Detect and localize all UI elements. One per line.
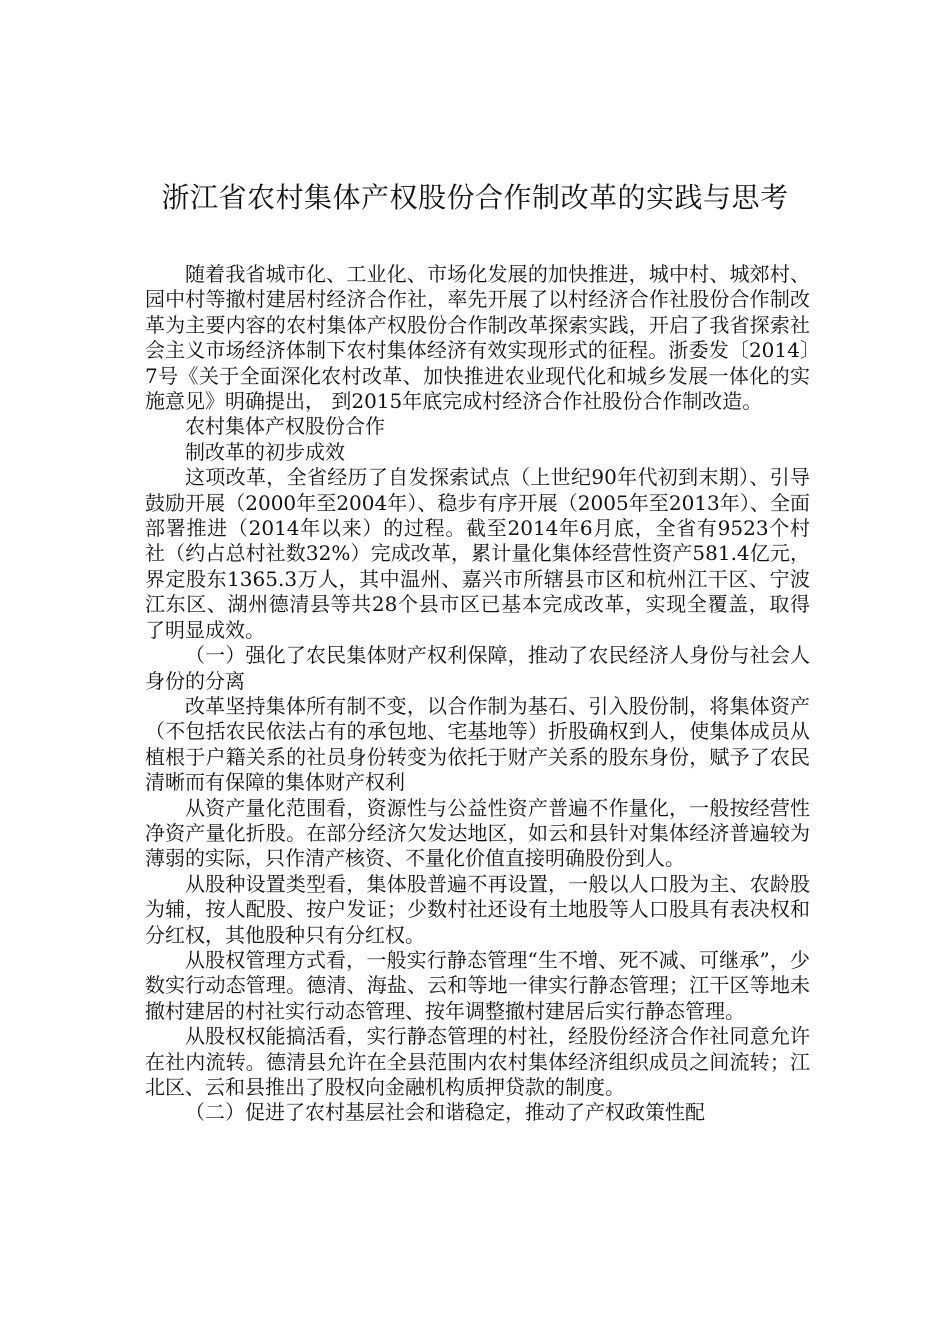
paragraph-share-rights: 从股权权能搞活看，实行静态管理的村社，经股份经济合作社同意允许在社内流转。德清县允许在全县范围内农村集体经济组织成员之间流转；江北区、云和县推出了股权向金融机构质押贷款的制度。 — [145, 1024, 810, 1099]
section-heading-line-1: 农村集体产权股份合作 — [185, 414, 385, 439]
paragraph-asset-scope: 从资产量化范围看，资源性与公益性资产普遍不作量化，一般按经营性净资产量化折股。在部分经济欠发达地区，如云和县针对集体经济普遍较为薄弱的实际，只作清产核资、不量化价值直接明确股份到人。 — [145, 795, 810, 871]
paragraph-collective-ownership: 改革坚持集体所有制不变，以合作制为基石、引入股份制，将集体资产（不包括农民依法占有的承包地、宅基地等）折股确权到人，使集体成员从植根于户籍关系的社员身份转变为依托于财产关系的股东身份，赋予了农民清晰而有保障的集体财产权利 — [145, 693, 810, 795]
subsection-heading-2: （二）促进了农村基层社会和谐稳定，推动了产权政策性配 — [185, 1100, 705, 1125]
paragraph-share-management: 从股权管理方式看，一般实行静态管理“生不增、死不减、可继承”，少数实行动态管理。德清、海盐、云和等地一律实行静态管理；江干区等地未撤村建居的村社实行动态管理、按年调整撤村建居后实行静态管理。 — [145, 947, 810, 1023]
section-heading-line-2: 制改革的初步成效 — [185, 439, 345, 464]
paragraph-intro: 随着我省城市化、工业化、市场化发展的加快推进，城中村、城郊村、园中村等撤村建居村经济合作社，率先开展了以村经济合作社股份合作制改革为主要内容的农村集体产权股份合作制改革探索实践，开启了我省探索社会主义市场经济体制下农村集体经济有效实现形式的征程。浙委发〔2014〕7号《关于全面深化农村改革、加快推进农业现代化和城乡发展一体化的实施意见》明确提出， 到2015年底完成村经济合作社股份合作制改造。 — [145, 262, 810, 414]
paragraph-reform-progress: 这项改革，全省经历了自发探索试点（上世纪90年代初到末期）、引导鼓励开展（2000年至2004年）、稳步有序开展（2005年至2013年）、全面部署推进（2014年以来）的过程。截至2014年6月底，全省有9523个村社（约占总村社数32%）完成改革，累计量化集体经营性资产581.4亿元，界定股东1365.3万人，其中温州、嘉兴市所辖县市区和杭州江干区、宁波江东区、湖州德清县等共28个县市区已基本完成改革，实现全覆盖，取得了明显成效。 — [145, 465, 810, 642]
paragraph-share-types: 从股种设置类型看，集体股普遍不再设置，一般以人口股为主、农龄股为辅，按人配股、按户发证；少数村社还设有土地股等人口股具有表决权和分红权，其他股种只有分红权。 — [145, 871, 810, 947]
subsection-heading-1: （一）强化了农民集体财产权利保障，推动了农民经济人身份与社会人身份的分离 — [145, 643, 810, 693]
document-title: 浙江省农村集体产权股份合作制改革的实践与思考 — [161, 181, 789, 214]
document-body — [145, 262, 810, 1126]
